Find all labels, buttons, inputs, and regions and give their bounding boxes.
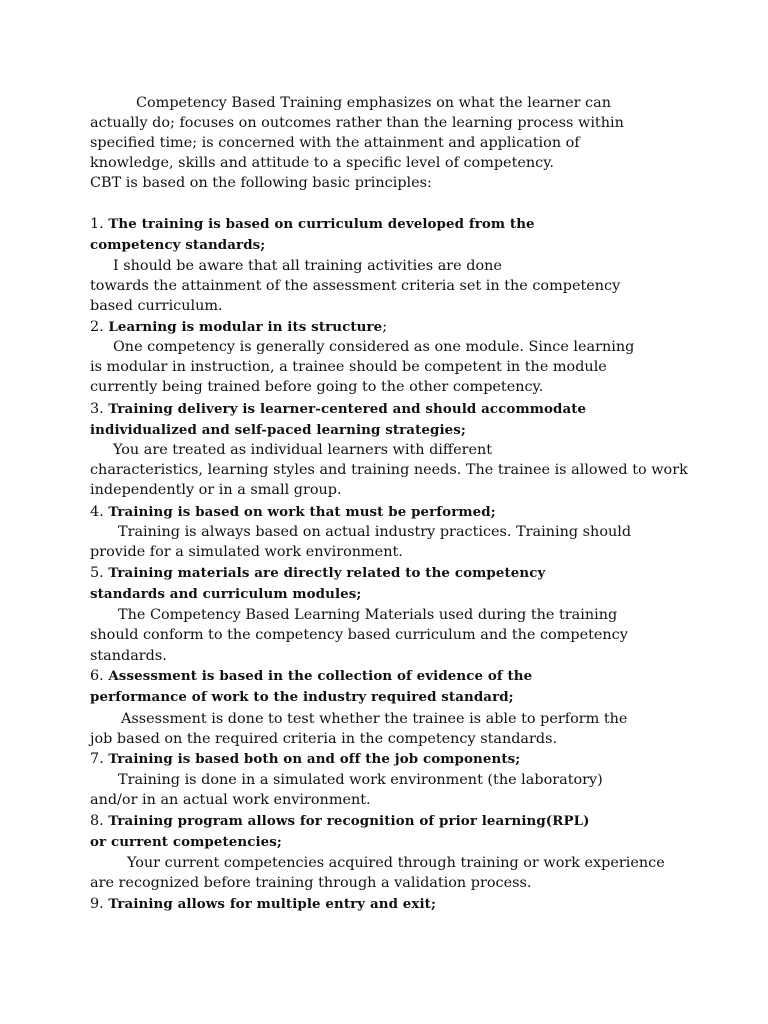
principle-heading-text: performance of work to the industry required standard; xyxy=(90,689,514,705)
principle-heading-text: Assessment is based in the collection of evidence of the xyxy=(108,668,533,684)
principle-heading xyxy=(90,502,496,522)
principle-body-line: One competency is generally considered as one module. Since learning xyxy=(113,339,635,355)
principle-number: 6. xyxy=(90,668,104,684)
principle-number: 3. xyxy=(90,401,104,417)
principle-heading xyxy=(90,749,520,769)
principle-heading-suffix: ; xyxy=(382,319,388,335)
principle-body-line: Training is done in a simulated work environment (the laboratory) xyxy=(118,772,603,788)
intro-line: Competency Based Training emphasizes on what the learner can xyxy=(136,95,611,111)
principle-body-line: Assessment is done to test whether the trainee is able to perform the xyxy=(121,711,628,727)
intro-line: CBT is based on the following basic principles: xyxy=(90,175,432,191)
principle-body-line: towards the attainment of the assessment criteria set in the competency xyxy=(90,278,621,294)
principle-number: 2. xyxy=(90,319,104,335)
principle-number: 1. xyxy=(90,216,104,232)
principle-body-line: provide for a simulated work environment. xyxy=(90,544,403,560)
principle-heading-text: Learning is modular in its structure xyxy=(108,319,383,335)
principle-heading xyxy=(90,894,436,914)
principle-body-line: should conform to the competency based curriculum and the competency xyxy=(90,627,628,643)
principle-body-line: is modular in instruction, a trainee should be competent in the module xyxy=(90,359,607,375)
principle-body-line: job based on the required criteria in the competency standards. xyxy=(90,731,558,747)
principle-heading xyxy=(90,399,586,419)
principle-number: 9. xyxy=(90,896,104,912)
principle-heading-text: or current competencies; xyxy=(90,834,282,850)
principle-body-line: Your current competencies acquired through training or work experience xyxy=(127,855,665,871)
principle-body-line: The Competency Based Learning Materials used during the training xyxy=(118,607,618,623)
principle-body-line: based curriculum. xyxy=(90,298,223,314)
principle-body-line: and/or in an actual work environment. xyxy=(90,792,371,808)
principle-number: 4. xyxy=(90,504,104,520)
principle-heading-text: Training program allows for recognition of prior learning(RPL) xyxy=(108,813,590,829)
principle-heading-text: Training is based on work that must be performed; xyxy=(108,504,496,520)
principle-heading xyxy=(90,666,532,686)
intro-line: actually do; focuses on outcomes rather than the learning process within xyxy=(90,115,624,131)
principle-heading-text: competency standards; xyxy=(90,237,266,253)
principle-heading xyxy=(90,317,387,337)
principle-body-line: are recognized before training through a validation process. xyxy=(90,875,532,891)
intro-line: knowledge, skills and attitude to a specific level of competency. xyxy=(90,155,554,171)
principle-heading-text: standards and curriculum modules; xyxy=(90,586,362,602)
principle-body-line: standards. xyxy=(90,648,167,664)
principle-body-line: I should be aware that all training activities are done xyxy=(113,258,502,274)
principle-heading-text: The training is based on curriculum developed from the xyxy=(108,216,535,232)
principle-body-line: independently or in a small group. xyxy=(90,482,342,498)
principle-body-line: currently being trained before going to the other competency. xyxy=(90,379,544,395)
principle-body-line: Training is always based on actual industry practices. Training should xyxy=(118,524,632,540)
principle-body-line: You are treated as individual learners with different xyxy=(113,442,493,458)
principle-heading-text: Training allows for multiple entry and exit; xyxy=(108,896,437,912)
principle-heading-text: Training delivery is learner-centered and should accommodate xyxy=(108,401,587,417)
principle-number: 5. xyxy=(90,565,104,581)
principle-heading-text: Training materials are directly related to the competency xyxy=(108,565,546,581)
principle-number: 8. xyxy=(90,813,104,829)
principle-number: 7. xyxy=(90,751,104,767)
principle-heading xyxy=(90,214,535,234)
intro-line: specified time; is concerned with the attainment and application of xyxy=(90,135,580,151)
principle-heading xyxy=(90,563,545,583)
principle-body-line: characteristics, learning styles and training needs. The trainee is allowed to work xyxy=(90,462,688,478)
principle-heading xyxy=(90,811,590,831)
principle-heading-text: individualized and self-paced learning strategies; xyxy=(90,422,466,438)
principle-heading-text: Training is based both on and off the job components; xyxy=(108,751,521,767)
